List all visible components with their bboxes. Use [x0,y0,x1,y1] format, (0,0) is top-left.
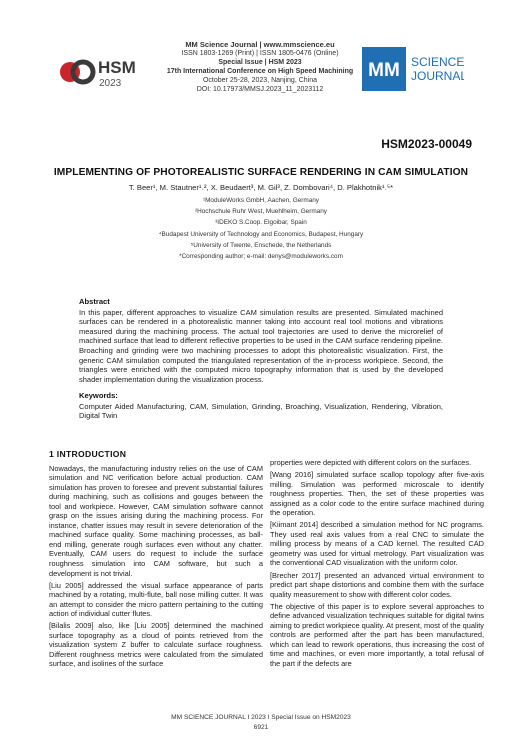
issn: ISSN 1803-1269 (Print) | ISSN 1805-0476 (Online) [181,50,339,57]
hsm-logo-year: 2023 [99,78,122,89]
doi: DOI: 10.17973/MMSJ.2023_11_2023112 [196,86,324,93]
keywords-heading: Keywords: [79,391,118,400]
paragraph: properties were depicted with different colors on the surfaces. [270,458,472,467]
conference-name: 17th International Conference on High Speed Machining [166,68,354,75]
journal-name: MM Science Journal | www.mmscience.eu [185,40,335,49]
paragraph: Nowadays, the manufacturing industry relies on the use of CAM simulation and NC verification before actual production. CAM simulation has proven to foresee and prevent substantial failures during machining, such as collisions and gouges between the tool and workpiece. However, CAM simulation software cannot grasp on the issues arising during the machining process. For instance, chatter issues may result in severe deterioration of the machined surface quality. Some machining processes, as ball-end milling, generate rough surfaces even without any chatter. Eventually, CAM users do request to include the surface roughness simulation into CAM software, but such a development is not trivial. [49,463,263,578]
corresponding-author: *Corresponding author; e-mail: denys@moduleworks.com [179,253,343,261]
authors: T. Beer¹, M. Stautner¹˒², X. Beudaert³, M. Gil³, Z. Dombovari⁴, D. Plakhotnik¹˒⁵* [128,183,394,192]
paragraph: [Wang 2016] simulated surface scallop topology after five-axis milling. Simulation was performed microscale to identify roughness properties. Then, the set of these properties was assigned as a color code to the entire surface machined during the operation. [270,470,484,518]
affiliation-4: ⁴Budapest University of Technology and Economics, Budapest, Hungary [158,230,364,238]
abstract-text: In this paper, different approaches to visualize CAM simulation results are presented. Simulated machined surfaces can be rendered in a photorealistic manner taking into account real tool motions and vibrations measured during the machining process. The actual tool trajectories are used to derive the microrelief of machined surface that lead to different reflective properties to be used in the CAM surface rendering pipeline. Broaching and grinding were two machining processes to adopt this photorealistic visualization. First, the generic CAM simulation computed the triangulated representation of the in-process workpiece. Second, the triangles were enriched with the computed micro topography information that is used by the developed shader implementation during the visualization process. [79,307,443,384]
mm-science-journal-logo [362,47,464,91]
body-column-right [270,458,484,671]
abstract [79,297,443,384]
document-id: HSM2023-00049 [381,137,472,151]
conference-dates: October 25-28, 2023, Nanjing, China [202,77,318,84]
page-footer [100,713,422,733]
section-heading: 1 INTRODUCTION [49,449,127,459]
paragraph: [Kiimant 2014] described a simulation method for NC programs. They used real axis values from a real CNC to simulate the milling process by means of a CAD kernel. The resulted CAD geometry was used for virtual metrology. Part visualization was the conventional CAD visualization with the uniform color. [270,520,484,568]
paragraph: [Bilalis 2009] also, like [Liu 2005] determined the machined surface topography as a cloud of points retrieved from the visualization system Z buffer to calculate surface roughness. Different roughness metrics were calculated from the simulated surface, and isolines of the surface [49,621,263,669]
paragraph: The objective of this paper is to explore several approaches to define advanced visualization techniques suitable for digital twins aiming to predict workpiece quality. At present, most of the quality controls are performed after the part has been manufactured, which can lead to rework operations, thus increasing the cost of time and machines, or even more importantly, a total refusal of the part if the defects are [270,601,484,668]
affiliation-2: ²Hochschule Ruhr West, Muehlheim, Germany [194,208,327,216]
keywords-text: Computer Aided Manufacturing, CAM, Simulation, Grinding, Broaching, Visualization, Rendering, Vibration, Digital Twin [79,401,443,421]
keywords [79,391,443,421]
paper-title: IMPLEMENTING OF PHOTOREALISTIC SURFACE RENDERING IN CAM SIMULATION [53,167,469,178]
affiliation-3: ³IDEKO S.Coop. Elgoibar, Spain [215,219,307,227]
paragraph: [Liu 2005] addressed the visual surface appearance of parts machined by a rotating, multi-flute, ball nose milling cutter. It was an attempt to consider the micro pattern pertaining to the cutting action of individual cutter flutes. [49,580,263,619]
affiliations [80,195,442,262]
hsm-logo [58,52,158,92]
hsm-logo-text: HSM [98,58,136,77]
footer-journal-line: MM SCIENCE JOURNAL I 2023 I Special Issue on HSM2023 [171,714,351,721]
affiliation-5: ⁵University of Twente, Enschede, the Netherlands [190,241,332,249]
page-number: 6921 [253,724,269,731]
journal-header [150,40,370,94]
journal-logo-text: JOURNAL [411,69,464,83]
paragraph: [Brecher 2017] presented an advanced virtual environment to predict part shape distortions and combine them with the surface quality measurement to show with different color codes. [270,570,484,599]
mm-logo-text: MM [368,60,400,81]
abstract-heading: Abstract [79,297,110,306]
science-logo-text: SCIENCE [411,55,464,69]
affiliation-1: ¹ModuleWorks GmbH, Aachen, Germany [202,197,320,204]
body-column-left [49,450,263,672]
special-issue: Special Issue | HSM 2023 [218,59,302,66]
